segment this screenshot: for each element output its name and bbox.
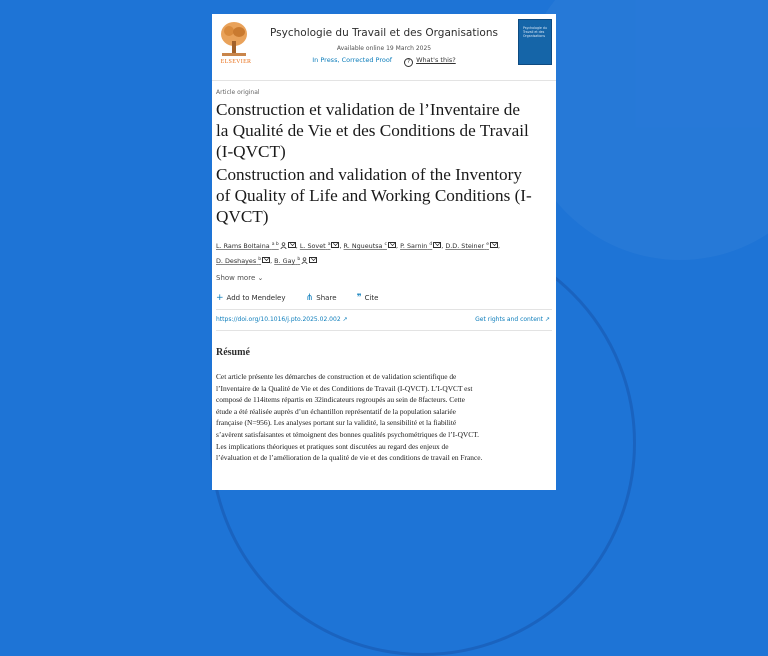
rights-link[interactable]: Get rights and content ↗ [475,316,550,323]
email-icon [309,257,317,263]
journal-header [212,14,556,81]
author-link[interactable]: D.D. Steiner $^e$ [445,242,498,250]
person-icon [280,242,287,249]
email-icon [388,242,396,248]
author-link[interactable]: B. Gay $^b$ [274,257,317,265]
divider [216,330,552,331]
journal-title[interactable]: Psychologie du Travail et des Organisations [270,27,498,39]
title-line: Construction and validation of the Inventory [216,165,522,184]
plus-icon: + [216,293,224,303]
show-more-button[interactable]: Show more ⌄ [216,274,264,282]
title-line: la Qualité de Vie et des Conditions de Travail [216,121,529,140]
status-link[interactable]: In Press, Corrected Proof [312,56,393,64]
title-english [216,164,554,227]
help-icon: ? [404,58,413,67]
doi-link[interactable]: https://doi.org/10.1016/j.pto.2025.02.002 ↗ [216,316,348,323]
title-french [216,99,554,162]
elsevier-tree-icon[interactable] [218,19,250,59]
share-icon: ⋔ [305,293,314,303]
cover-title: Psychologie du Travail et des Organisations [523,26,547,38]
author-link[interactable]: P. Sarnin $^d$ [400,242,441,250]
quote-icon: ❞ [356,293,362,303]
publisher-wordmark: ELSEVIER [220,59,252,65]
person-icon [301,257,308,264]
abstract-heading: Résumé [216,347,250,358]
abstract-line: composé de 114items répartis en 32indicateurs regroupés au sein de 8facteurs. Cette [216,395,465,405]
status-row [256,56,512,67]
author-link[interactable]: R. Ngueutsa $^c$ [344,242,396,250]
email-icon [288,242,296,248]
abstract-line: l’évaluation et de l’amélioration de la qualité de vie et des conditions de travail en France. [216,453,483,463]
background-shape [520,0,768,260]
article-page [212,14,556,490]
author-link[interactable]: L. Sovet $^a$ [300,242,340,250]
abstract-text [216,371,554,464]
availability-date: Available online 19 March 2025 [336,45,432,52]
email-icon [262,257,270,263]
title-line: (I-QVCT) [216,142,286,161]
journal-cover[interactable] [518,19,552,65]
add-to-mendeley-button[interactable]: + Add to Mendeley [216,293,286,303]
chevron-down-icon: ⌄ [257,274,264,282]
article-type: Article original [216,89,260,96]
abstract-line: s’avèrent satisfaisantes et témoignent des bonnes qualités psychométriques de l’I-QVCT. [216,429,479,439]
abstract-line: française (N=956). Les analyses portant sur la validité, la sensibilité et la fiabilité [216,418,457,428]
email-icon [490,242,498,248]
email-icon [331,242,339,248]
email-icon [433,242,441,248]
abstract-line: Cet article présente les démarches de construction et de validation scientifique de [216,372,457,381]
abstract-line: étude a été réalisée auprès d’un échantillon représentatif de la population salariée [216,406,456,416]
title-line: Construction et validation de l’Inventaire de [216,100,521,119]
author-list: L. Rams Boltaina $^{a b}$ , L. Sovet $^a$ , R. Ngueutsa $^c$ , P. Sarnin $^d$ , D.D. Steiner $^e$ , D. Deshayes $^b$ , B. Gay $^b$ [216,242,501,266]
share-button[interactable]: ⋔ Share [305,293,337,303]
abstract-line: Les implications théoriques et pratiques sont discutées au regard des enjeux de [216,441,449,451]
author-link[interactable]: L. Rams Boltaina $^{a b}$ [216,242,296,250]
article-actions [216,293,396,303]
author-link[interactable]: D. Deshayes $^b$ [216,257,270,265]
title-line: QVCT) [216,207,269,226]
divider [216,309,552,310]
external-link-icon: ↗ [342,316,348,323]
external-link-icon: ↗ [544,316,550,323]
title-line: of Quality of Life and Working Conditions (I- [216,186,532,205]
abstract-line: l’Inventaire de la Qualité de Vie et des Conditions de Travail (I-QVCT). L’I-QVCT est [216,383,473,393]
whats-this-link[interactable]: What's this? [416,56,456,64]
cite-button[interactable]: ❞ Cite [356,293,379,303]
